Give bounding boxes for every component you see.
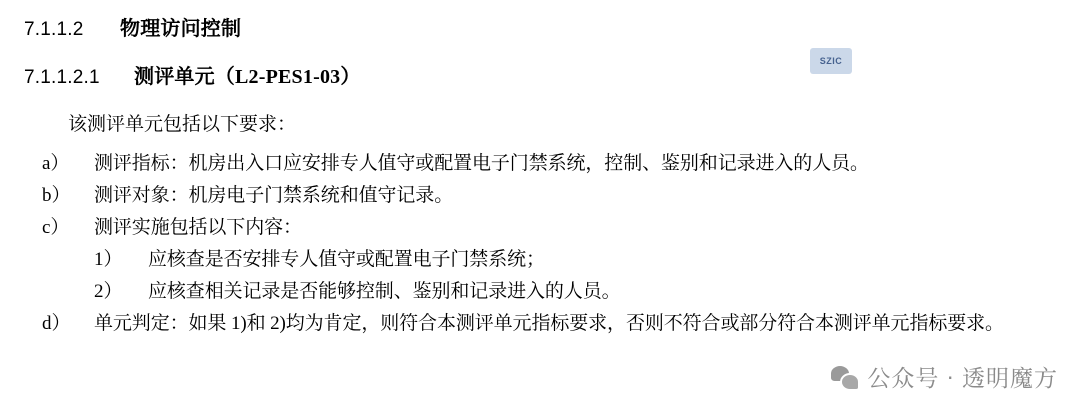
subheading-title: 测评单元（L2-PES1-03） [134, 66, 361, 88]
section-heading-7-1-1-2 [24, 12, 241, 41]
sub-list-item-text: 应核查相关记录是否能够控制、鉴别和记录进入的人员。 [148, 281, 621, 302]
sub-requirements-list [94, 244, 1042, 307]
list-item-text: 测评对象：机房电子门禁系统和值守记录。 [94, 185, 454, 206]
subheading-number: 7.1.1.2.1 [24, 67, 100, 88]
wechat-promo [831, 360, 1058, 393]
list-item-marker: a） [42, 153, 70, 174]
list-item [42, 180, 1042, 211]
list-item-text: 测评实施包括以下内容： [94, 217, 302, 238]
list-item-marker: d） [42, 313, 71, 334]
requirements-list [42, 148, 1042, 340]
list-item [94, 244, 1042, 275]
wechat-promo-label: 公众号 [867, 365, 940, 391]
wechat-promo-separator: · [946, 363, 955, 389]
list-item [42, 212, 1042, 243]
sub-list-item-marker: 1） [94, 249, 123, 270]
publisher-logo [810, 48, 852, 74]
sub-list-item-marker: 2） [94, 281, 123, 302]
heading-number: 7.1.1.2 [24, 19, 84, 40]
section-heading-7-1-1-2-1 [24, 60, 361, 89]
list-item-text: 测评指标：机房出入口应安排专人值守或配置电子门禁系统，控制、鉴别和记录进入的人员。 [94, 153, 869, 174]
list-item [42, 308, 1042, 339]
list-item-marker: c） [42, 217, 70, 238]
wechat-icon [831, 366, 857, 388]
list-item [42, 148, 1042, 179]
publisher-logo-text: SZIC [819, 56, 843, 66]
heading-title: 物理访问控制 [120, 18, 242, 40]
intro-paragraph: 该测评单元包括以下要求： [68, 114, 297, 135]
sub-list-item-text: 应核查是否安排专人值守或配置电子门禁系统； [148, 249, 545, 270]
wechat-promo-name: 透明魔方 [962, 365, 1058, 391]
list-item [94, 276, 1042, 307]
list-item-marker: b） [42, 185, 71, 206]
list-item-text: 单元判定：如果 1)和 2)均为肯定，则符合本测评单元指标要求，否则不符合或部分符合本测评单元指标要求。 [94, 313, 1004, 334]
